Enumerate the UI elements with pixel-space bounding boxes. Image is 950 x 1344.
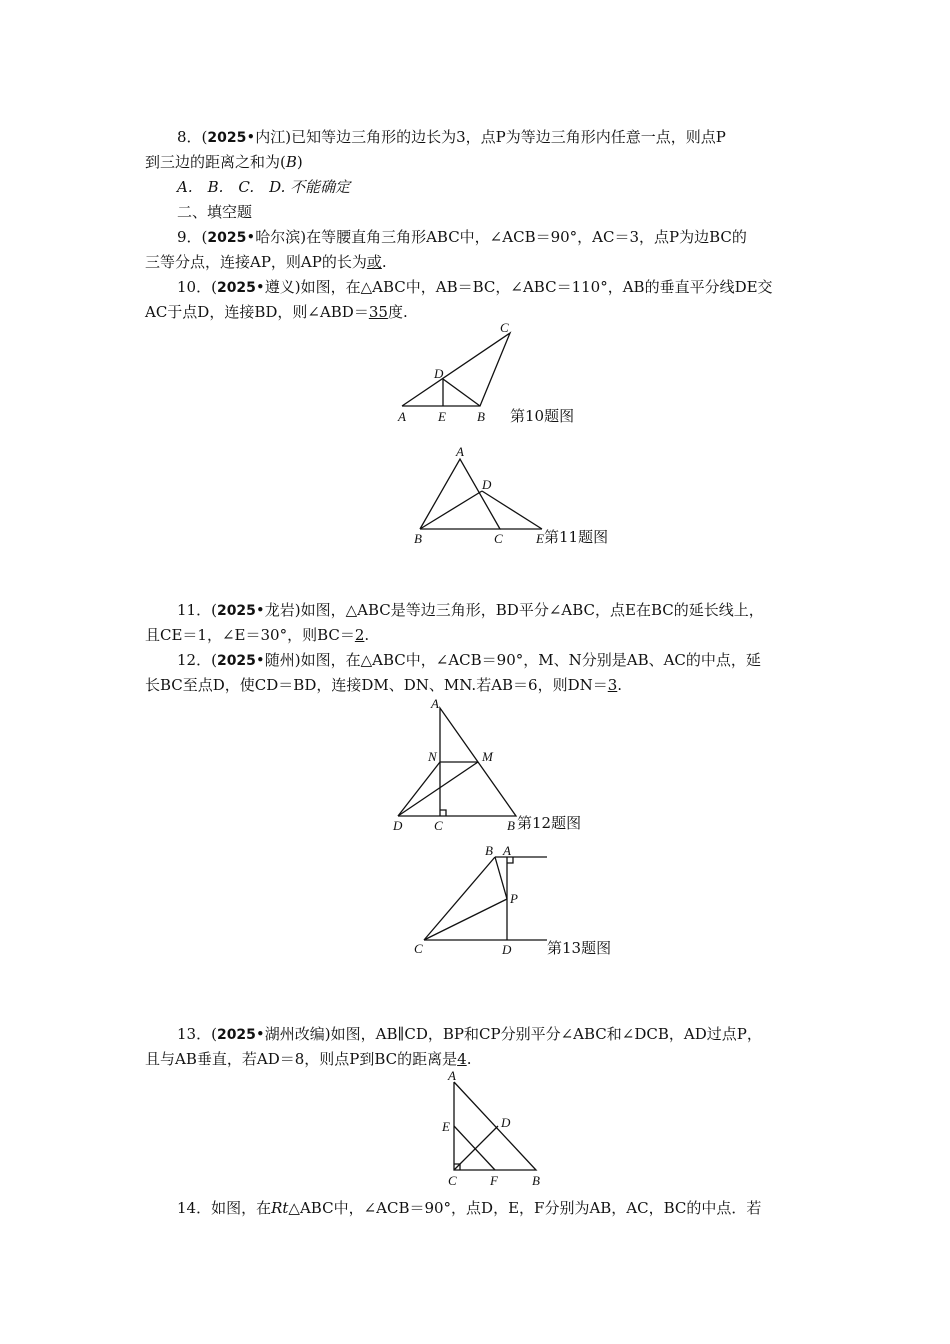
fig10-caption: 第10题图: [510, 407, 575, 425]
fig12-label-a: A: [431, 696, 439, 711]
q11-line1: 11．(2025•龙岩)如图，△ABC是等边三角形，BD平分∠ABC，点E在BC的延长线上，: [177, 601, 764, 619]
fig12-label-c: C: [434, 818, 443, 833]
q13-line2: 且与AB垂直，若AD＝8，则点P到BC的距离是4.: [145, 1050, 472, 1068]
fig11-caption: 第11题图: [544, 528, 609, 546]
fig10-label-e: E: [438, 409, 446, 424]
fig10-label-c: C: [500, 320, 509, 335]
fig10-segment-bd: [443, 379, 480, 406]
fig14-label-b: B: [532, 1173, 540, 1188]
fig13-label-b: B: [485, 843, 493, 858]
fig13-label-p: P: [510, 891, 518, 906]
fig13-segment-bp: [495, 857, 507, 899]
fig10-label-a: A: [398, 409, 406, 424]
fig12-label-b: B: [507, 818, 515, 833]
q10-line1: 10．(2025•遵义)如图，在△ABC中，AB＝BC，∠ABC＝110°，AB的垂直平分线DE交: [177, 278, 773, 296]
fig12-label-n: N: [428, 749, 437, 764]
fig14-label-d: D: [501, 1115, 511, 1130]
fig12-right-angle-mark: [440, 810, 446, 816]
figure-10: [390, 318, 530, 428]
figure-12: [388, 694, 528, 834]
fig11-label-a: A: [456, 444, 464, 459]
fig13-label-a: A: [503, 843, 511, 858]
fig10-triangle: [402, 333, 510, 406]
figure-13: [410, 843, 560, 963]
fig13-label-c: C: [414, 941, 423, 956]
q9-answer: 或: [366, 253, 382, 271]
fig13-caption: 第13题图: [547, 939, 612, 957]
q13-answer: 4: [457, 1050, 467, 1068]
fig11-label-b: B: [414, 531, 422, 546]
q14-line1: 14．如图，在Rt△ABC中，∠ACB＝90°，点D，E，F分别为AB，AC，BC的中点．若: [177, 1199, 762, 1217]
fig12-label-m: M: [482, 749, 493, 764]
fig13-label-d: D: [502, 942, 512, 957]
q12-line1: 12．(2025•随州)如图，在△ABC中，∠ACB＝90°，M、N分别是AB、AC的中点，延: [177, 651, 761, 669]
fig12-label-d: D: [393, 818, 403, 833]
fig12-caption: 第12题图: [517, 814, 582, 832]
fig11-triangle-abc: [420, 459, 500, 529]
figure-11: [410, 443, 550, 548]
fig10-label-b: B: [477, 409, 485, 424]
q13-line1: 13．(2025•湖州改编)如图，AB∥CD，BP和CP分别平分∠ABC和∠DCB，AD过点P，: [177, 1025, 762, 1043]
q8-answer: B: [285, 153, 297, 171]
q8-line2: 到三边的距离之和为(B): [145, 153, 303, 171]
fig12-segment-dm: [398, 762, 478, 816]
q10-answer: 35: [368, 303, 388, 321]
fig14-label-f: F: [490, 1173, 498, 1188]
q11-line2: 且CE＝1，∠E＝30°，则BC＝2.: [145, 626, 370, 644]
q12-answer: 3: [607, 676, 618, 694]
q8-line1: 8．(2025•内江)已知等边三角形的边长为3，点P为等边三角形内任意一点，则点P: [177, 128, 726, 146]
fig12-segment-dn: [398, 762, 440, 816]
fig11-label-c: C: [494, 531, 503, 546]
fig14-label-a: A: [448, 1068, 456, 1083]
fig14-label-c: C: [448, 1173, 457, 1188]
q9-line1: 9．(2025•哈尔滨)在等腰直角三角形ABC中，∠ACB＝90°，AC＝3，点P为边BC的: [177, 228, 747, 246]
section-heading: 二、填空题: [177, 203, 253, 221]
q10-line2: AC于点D，连接BD，则∠ABD＝35度.: [145, 303, 408, 321]
q12-line2: 长BC至点D，使CD＝BD，连接DM、DN、MN.若AB＝6，则DN＝3.: [145, 676, 623, 694]
fig13-segment-cp: [424, 899, 507, 940]
fig14-label-e: E: [442, 1119, 450, 1134]
fig11-label-e: E: [536, 531, 544, 546]
q9-line2: 三等分点，连接AP，则AP的长为或.: [145, 253, 387, 271]
fig11-segment-bd: [420, 491, 482, 529]
q11-answer: 2: [354, 626, 365, 644]
fig13-segment-bc: [424, 857, 495, 940]
q8-options: A. B. C. D. 不能确定: [177, 178, 351, 196]
fig11-segment-de: [482, 491, 542, 529]
fig11-label-d: D: [482, 477, 492, 492]
figure-14: [438, 1068, 558, 1193]
fig10-label-d: D: [434, 366, 444, 381]
